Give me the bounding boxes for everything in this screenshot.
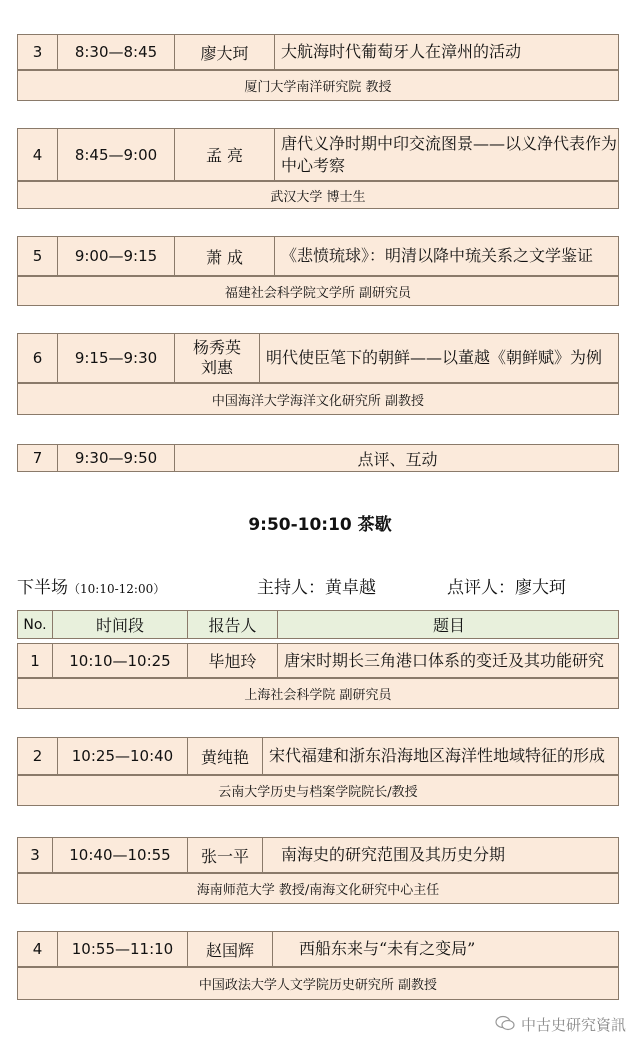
row-time: 10:10—10:25 (53, 644, 188, 677)
row-time: 8:30—8:45 (58, 35, 175, 69)
row-speaker: 毕旭玲 (188, 644, 278, 677)
row-no: 3 (18, 838, 53, 872)
break-title: 9:50-10:10 茶歇 (248, 515, 392, 535)
row-affiliation: 中国海洋大学海洋文化研究所 副教授 (17, 383, 619, 415)
row-no: 4 (18, 932, 58, 966)
header-time: 时间段 (53, 611, 188, 638)
row-no: 5 (18, 237, 58, 275)
header-no: No. (18, 611, 53, 638)
row-speaker: 萧 成 (175, 237, 275, 275)
row-no: 2 (18, 738, 58, 774)
watermark-text: 中古史研究資訊 (520, 1016, 626, 1034)
row-speaker: 廖大珂 (175, 35, 275, 69)
row-affiliation: 海南师范大学 教授/南海文化研究中心主任 (17, 873, 619, 904)
session-name: 下半场 (17, 578, 68, 598)
row-affiliation: 中国政法大学人文学院历史研究所 副教授 (17, 967, 619, 1000)
row-no: 6 (18, 334, 58, 382)
row-topic: 宋代福建和浙东沿海地区海洋性地域特征的形成 (269, 746, 606, 765)
row-no: 4 (18, 129, 58, 180)
row-affiliation: 福建社会科学院文学所 副研究员 (17, 276, 619, 306)
watermark (495, 1014, 626, 1035)
row-topic: 《悲愤琉球》：明清以降中琉关系之文学鉴证 (281, 246, 594, 265)
row-affiliation: 上海社会科学院 副研究员 (17, 678, 619, 709)
row-speaker: 杨秀英 刘惠 (175, 334, 260, 382)
row-speaker: 黄纯艳 (188, 738, 263, 774)
row-topic: 明代使臣笔下的朝鲜——以董越《朝鲜赋》为例 (266, 348, 603, 367)
row-topic: 唐代义净时期中印交流图景——以义净代表作为中心考察 (281, 133, 618, 175)
row-affiliation: 武汉大学 博士生 (17, 181, 619, 209)
row-topic: 大航海时代葡萄牙人在漳州的活动 (281, 42, 522, 61)
row-no: 3 (18, 35, 58, 69)
row-affiliation: 厦门大学南洋研究院 教授 (17, 70, 619, 101)
wechat-icon (495, 1015, 515, 1035)
row-no: 1 (18, 644, 53, 677)
session-reviewer: 点评人：廖大珂 (447, 578, 566, 598)
row-time: 10:40—10:55 (53, 838, 188, 872)
session-host: 主持人：黄卓越 (257, 578, 376, 598)
row-time: 9:15—9:30 (58, 334, 175, 382)
row-time: 9:30—9:50 (58, 445, 175, 471)
row-topic: 点评、互动 (357, 449, 438, 469)
row-topic: 西船东来与“未有之变局” (299, 939, 476, 958)
row-time: 8:45—9:00 (58, 129, 175, 180)
row-time: 9:00—9:15 (58, 237, 175, 275)
row-speaker: 张一平 (188, 838, 263, 872)
row-topic: 唐宋时期长三角港口体系的变迁及其功能研究 (284, 650, 605, 670)
row-speaker: 孟 亮 (175, 129, 275, 180)
header-topic: 题目 (432, 616, 465, 635)
row-speaker: 赵国辉 (188, 932, 273, 966)
row-affiliation: 云南大学历史与档案学院院长/教授 (17, 775, 619, 806)
session-header (17, 573, 637, 598)
header-speaker: 报告人 (188, 611, 278, 638)
row-time: 10:25—10:40 (58, 738, 188, 774)
row-topic: 南海史的研究范围及其历史分期 (281, 845, 506, 864)
session-time: （10:10-12:00） (68, 582, 166, 596)
row-time: 10:55—11:10 (58, 932, 188, 966)
row-no: 7 (18, 445, 58, 471)
